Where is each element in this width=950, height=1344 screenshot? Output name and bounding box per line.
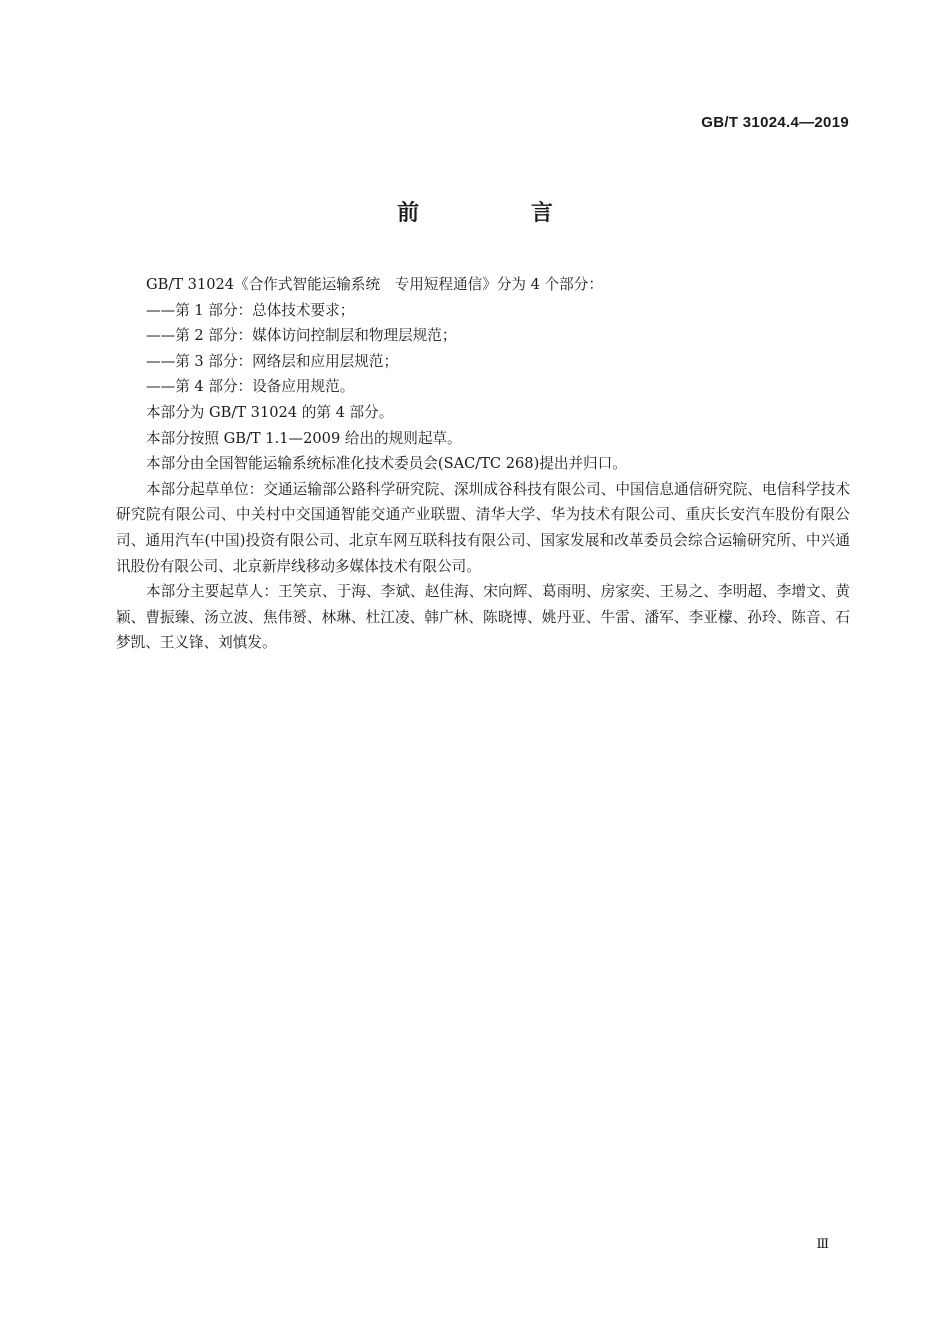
standard-code: GB/T 31024.4—2019 — [701, 114, 849, 131]
page-number: Ⅲ — [816, 1237, 829, 1252]
intro-paragraph: GB/T 31024《合作式智能运输系统 专用短程通信》分为 4 个部分： — [146, 276, 603, 293]
page-title: 前 言 — [397, 201, 605, 226]
drafting-rules-statement: 本部分按照 GB/T 1.1—2009 给出的规则起草。 — [146, 429, 462, 447]
proposer-statement: 本部分由全国智能运输系统标准化技术委员会(SAC/TC 268)提出并归口。 — [146, 455, 627, 473]
foreword-body — [116, 272, 850, 656]
part-list-item: ——第 4 部分：设备应用规范。 — [146, 378, 355, 396]
part-list-item: ——第 1 部分：总体技术要求； — [146, 301, 355, 319]
drafting-units-paragraph: 本部分起草单位：交通运输部公路科学研究院、深圳成谷科技有限公司、中国信息通信研究院、电信科学技术研究院有限公司、中关村中交国通智能交通产业联盟、清华大学、华为技术有限公司、重庆长安汽车股份有限公司、通用汽车(中国)投资有限公司、北京车网互联科技有限公司、国家发展和改革委员会综合运输研究所、中兴通讯股份有限公司、北京新岸线移动多媒体技术有限公司。 — [116, 480, 850, 575]
drafters-paragraph: 本部分主要起草人：王笑京、于海、李斌、赵佳海、宋向辉、葛雨明、房家奕、王易之、李明超、李增文、黄颖、曹振臻、汤立波、焦伟赟、林琳、杜江凌、韩广林、陈晓博、姚丹亚、牛雷、潘军、李亚檬、孙玲、陈音、石梦凯、王义锋、刘慎发。 — [116, 583, 850, 652]
part-list-item: ——第 3 部分：网络层和应用层规范； — [146, 352, 399, 370]
part-list-item: ——第 2 部分：媒体访问控制层和物理层规范； — [146, 327, 457, 345]
part-statement: 本部分为 GB/T 31024 的第 4 部分。 — [146, 403, 394, 421]
